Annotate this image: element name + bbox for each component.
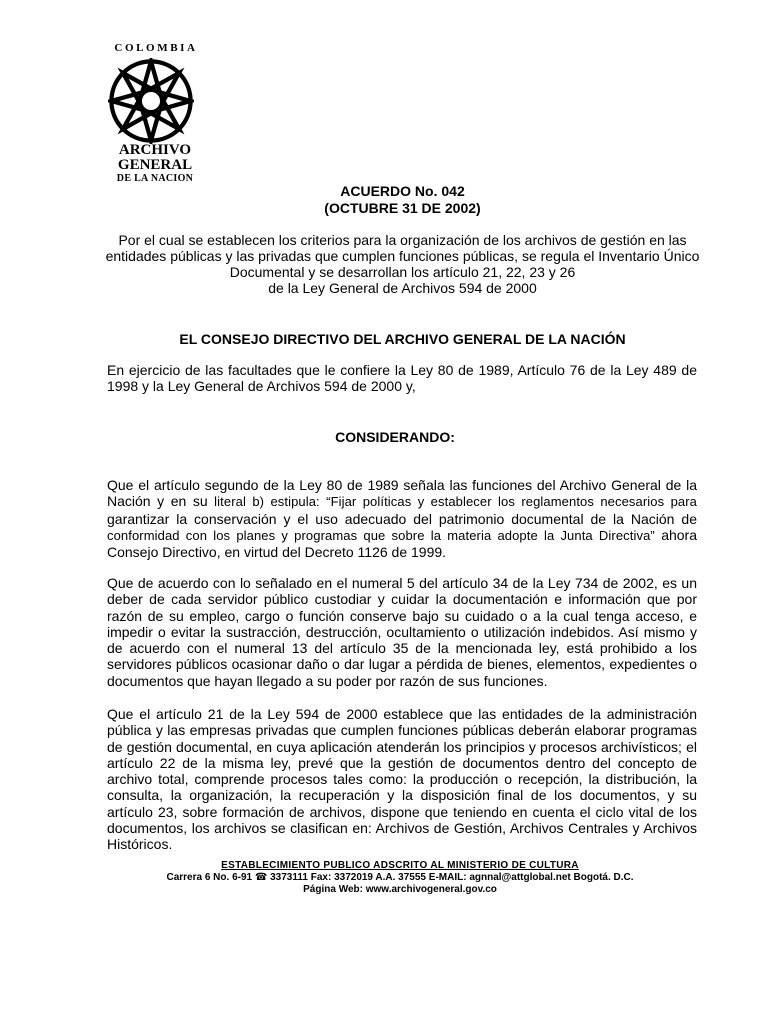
- paragraph-1-tail: ahora Consejo Directivo, en virtud del Decreto 1126 de 1999.: [107, 526, 697, 561]
- paragraph-1-quote-2: conformidad con los planes y programas que sobre la materia adopte la Junta Directiva”: [107, 527, 655, 543]
- acuerdo-subject: [100, 232, 705, 296]
- acuerdo-date: (OCTUBRE 31 DE 2002): [324, 200, 481, 216]
- subject-line-4: de la Ley General de Archivos 594 de 2000: [268, 280, 537, 296]
- consejo-heading: EL CONSEJO DIRECTIVO DEL ARCHIVO GENERAL DE LA NACIÓN: [179, 331, 626, 347]
- considerando-heading: CONSIDERANDO:: [335, 429, 455, 445]
- footer-contact: 3373111 Fax: 3372019 A.A. 37555 E-MAIL: agnnal@attglobal.net Bogotá. D.C.: [267, 872, 634, 883]
- paragraph-2: Que de acuerdo con lo señalado en el numeral 5 del artículo 34 de la Ley 734 de 2002, es un deber de cada servidor público custodiar y cuidar la documentación e información que por razón de su empleo, cargo o función conserve bajo su cuidado o a la cual tenga acceso, e impedir o evitar la sustracción, destrucción, ocultamiento o utilización indebidos. Así mismo y de acuerdo con el numeral 13 del artículo 35 de la mencionada ley, está prohibido a los servidores públicos ocasionar daño o dar lugar a pérdida de bienes, elementos, expedientes o documentos que hayan llegado a su poder por razón de sus funciones.: [107, 575, 697, 689]
- paragraph-1-lead: Que el artículo segundo de la Ley 80 de 1989 señala las funciones del Archivo General de la Nación y en su: [107, 477, 697, 510]
- logo-country: COLOMBIA: [114, 42, 198, 54]
- paragraph-1-quote: literal b) estipula: “Fijar políticas y establecer los reglamentos necesarios para: [214, 494, 698, 510]
- subject-line-1: Por el cual se establecen los criterios para la organización de los archivos de gestión en las: [118, 232, 687, 248]
- subject-line-3: Documental y se desarrollan los artículo 21, 22, 23 y 26: [229, 264, 576, 280]
- telephone-icon: ☎: [254, 872, 268, 883]
- paragraph-1: [107, 477, 697, 560]
- paragraph-1-middle: garantizar la conservación y el uso adecuado del patrimonio documental de la Nación de: [107, 510, 697, 527]
- footer-line-2: [100, 872, 700, 884]
- acuerdo-number: ACUERDO No. 042: [340, 183, 465, 199]
- logo-name-line2: GENERAL: [117, 157, 193, 173]
- acuerdo-heading: [100, 183, 705, 217]
- logo-name: [100, 143, 210, 185]
- ejercicio-paragraph: En ejercicio de las facultades que le confiere la Ley 80 de 1989, Artículo 76 de la Ley 489 de 1998 y la Ley General de Archivos 594 de 2000 y,: [107, 362, 697, 395]
- footer-line-3: Página Web: www.archivogeneral.gov.co: [303, 884, 497, 895]
- paragraph-3: Que el artículo 21 de la Ley 594 de 2000 establece que las entidades de la administración pública y las empresas privadas que cumplen funciones públicas deberán elaborar programas de gestión documental, en cuya aplicación atenderán los principios y procesos archivísticos; el artículo 22 de la misma ley, prevé que la gestión de documentos dentro del concepto de archivo total, comprende procesos tales como: la producción o recepción, la distribución, la consulta, la organización, la recuperación y la disposición final de los documentos, y su artículo 23, sobre formación de archivos, dispone que teniendo en cuenta el ciclo vital de los documentos, los archivos se clasifican en: Archivos de Gestión, Archivos Centrales y Archivos Históricos.: [107, 706, 697, 853]
- page-footer: [100, 860, 700, 896]
- footer-address: Carrera 6 No. 6-91: [166, 872, 255, 883]
- archivo-general-emblem-icon: [108, 58, 194, 144]
- subject-line-2: entidades públicas y las privadas que cumplen funciones públicas, se regula el Inventario Único: [105, 248, 700, 264]
- logo-name-line1: ARCHIVO: [118, 142, 192, 158]
- logo-name-line3: DE LA NACION: [116, 173, 194, 184]
- footer-line-1: ESTABLECIMIENTO PUBLICO ADSCRITO AL MINISTERIO DE CULTURA: [221, 860, 579, 871]
